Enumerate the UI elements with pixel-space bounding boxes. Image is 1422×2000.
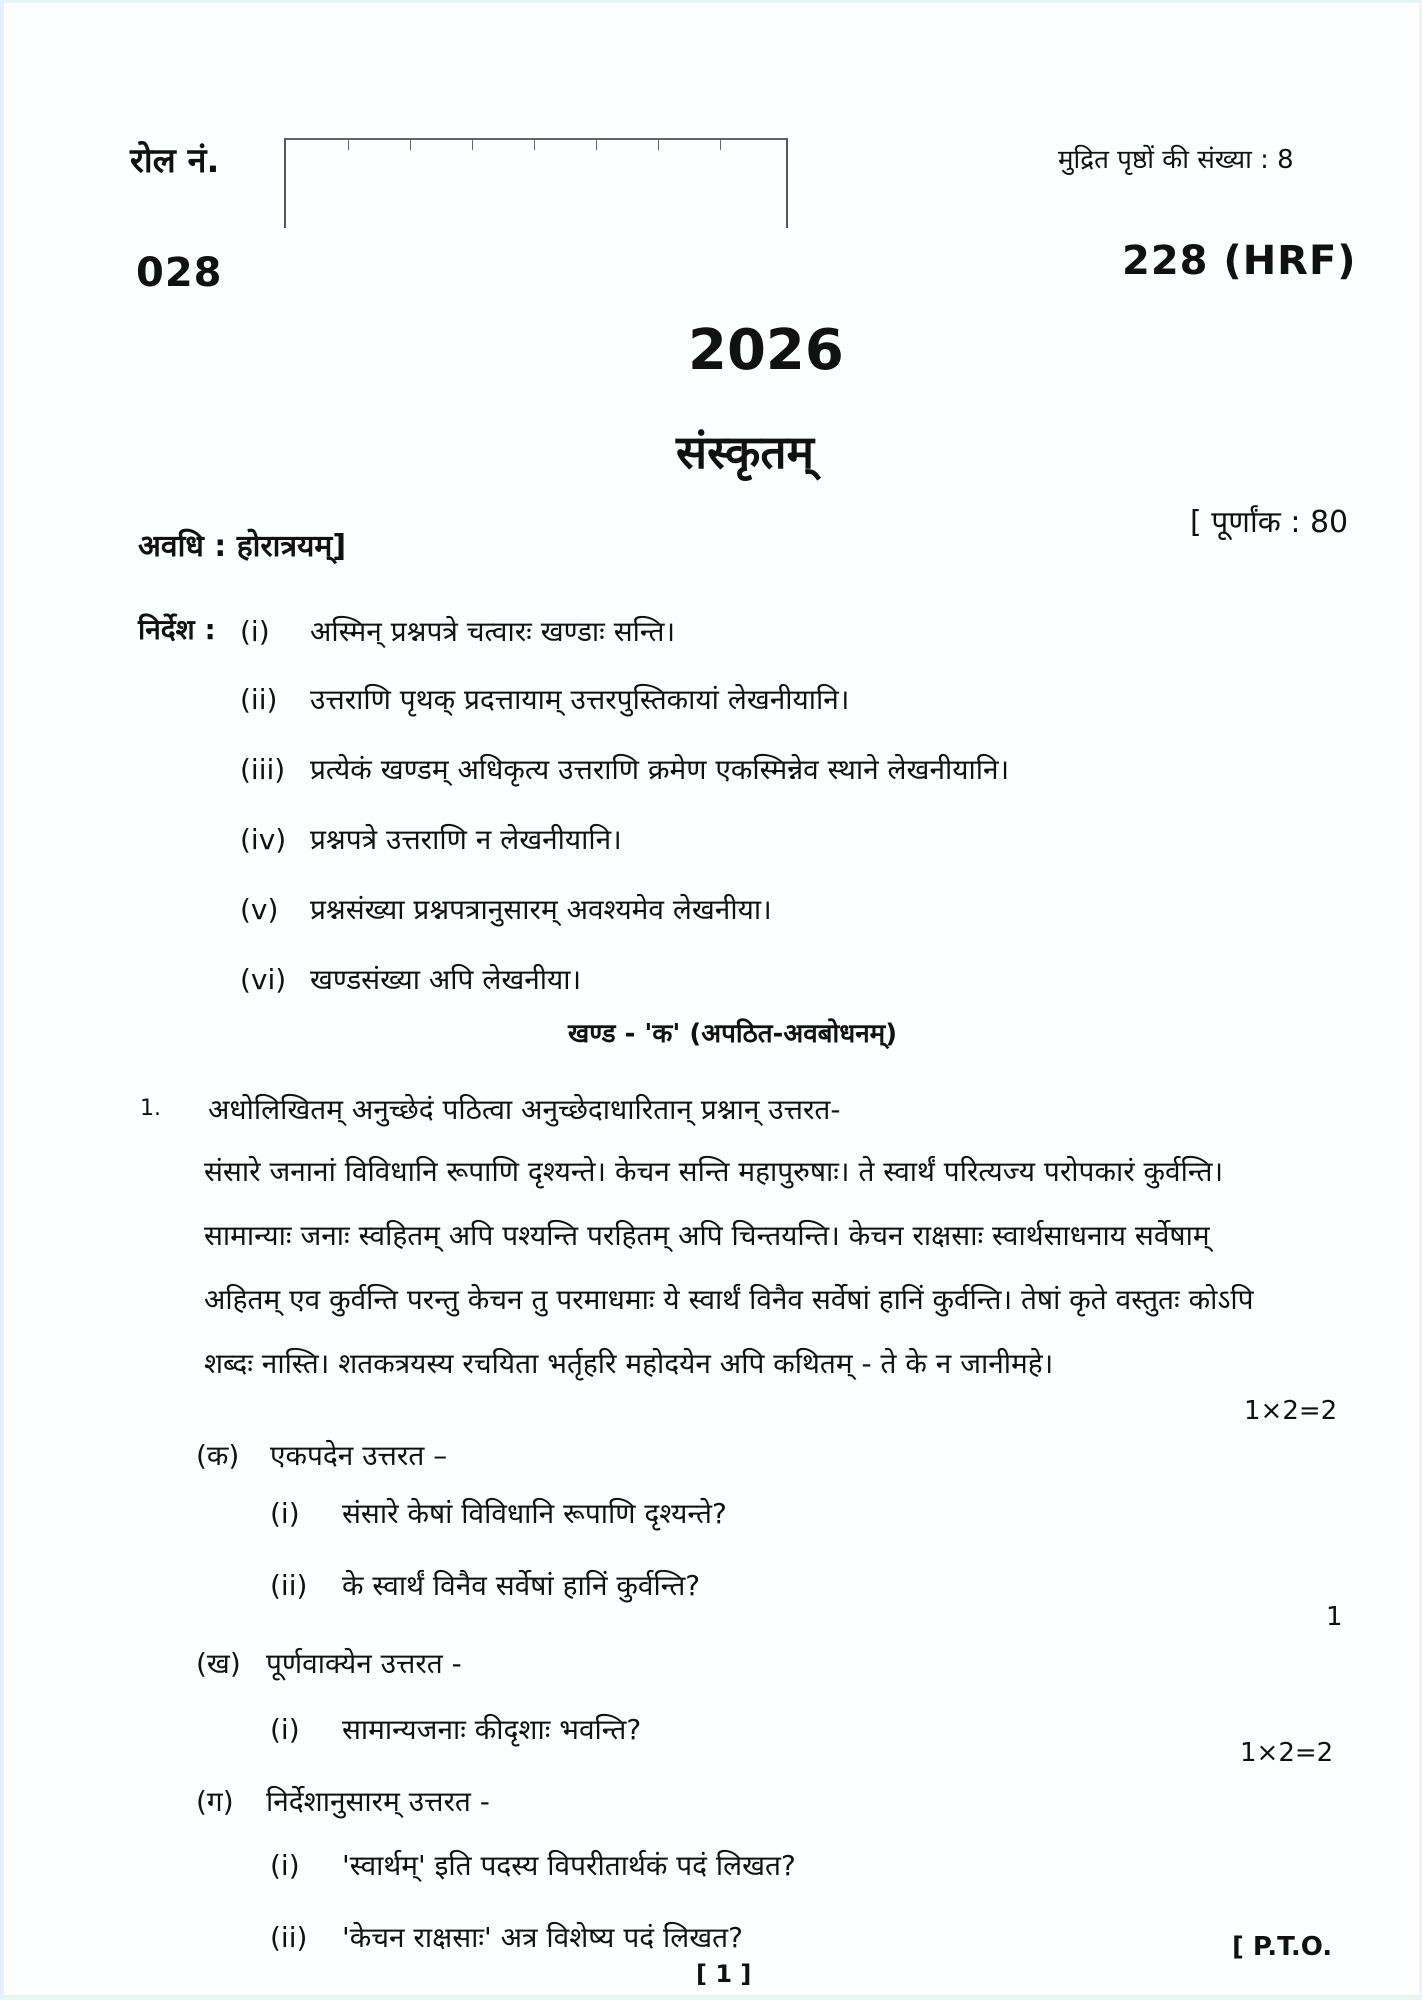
pto-label: [ P.T.O. <box>1232 1932 1333 1962</box>
subject-code: 028 <box>136 250 223 296</box>
passage-line: शब्दः नास्ति। शतकत्रयस्य रचयिता भर्तृहरि महोदयेन अपि कथितम् - ते के न जानीमहे। <box>204 1347 1054 1380</box>
question-number: 1. <box>140 1096 161 1121</box>
instructions-label: निर्देश : <box>138 613 216 646</box>
subquestion-heading: (ख) पूर्णवाक्येन उत्तरत - <box>196 1647 462 1680</box>
subquestion-item: (i) संसारे केषां विविधानि रूपाणि दृश्यन्ते? <box>270 1497 727 1530</box>
section-heading: खण्ड - 'क' (अपठित-अवबोधनम्) <box>568 1019 898 1049</box>
subquestion-heading: (ग) निर्देशानुसारम् उत्तरत - <box>196 1785 490 1818</box>
marks-label: 1×2=2 <box>1244 1396 1338 1426</box>
subquestion-item: (i) सामान्यजनाः कीदृशाः भवन्ति? <box>270 1713 642 1746</box>
subquestion-item: (i) 'स्वार्थम्' इति पदस्य विपरीतार्थकं पदं लिखत? <box>270 1849 796 1882</box>
instruction-item: (ii) उत्तराणि पृथक् प्रदत्तायाम् उत्तरपुस्तिकायां लेखनीयानि। <box>240 683 850 716</box>
passage-line: संसारे जनानां विविधानि रूपाणि दृश्यन्ते। केचन सन्ति महापुरुषाः। ते स्वार्थं परित्यज्य परोपकारं कुर्वन्ति। <box>204 1155 1224 1188</box>
duration: अवधि : होरात्रयम्] <box>138 529 347 564</box>
roll-number-label: रोल नं. <box>130 141 220 181</box>
instruction-item: (iv) प्रश्नपत्रे उत्तराणि न लेखनीयानि। <box>240 823 622 856</box>
passage-line: सामान्याः जनाः स्वहितम् अपि पश्यन्ति परहितम् अपि चिन्तयन्ति। केचन राक्षसाः स्वार्थसाधनाय सर्वेषाम् <box>204 1219 1210 1252</box>
roll-number-box[interactable] <box>284 138 788 228</box>
paper-code: 228 (HRF) <box>1122 238 1357 284</box>
instruction-item: (v) प्रश्नसंख्या प्रश्नपत्रानुसारम् अवश्यमेव लेखनीया। <box>240 893 772 926</box>
instruction-item: (i) अस्मिन् प्रश्नपत्रे चत्वारः खण्डाः सन्ति। <box>240 615 676 648</box>
question-prompt: अधोलिखितम् अनुच्छेदं पठित्वा अनुच्छेदाधारितान् प्रश्नान् उत्तरत- <box>208 1093 841 1126</box>
page-number: [ 1 ] <box>696 1960 752 1988</box>
marks-label: 1 <box>1326 1602 1343 1632</box>
subquestion-heading: (क) एकपदेन उत्तरत – <box>196 1439 448 1472</box>
marks-label: 1×2=2 <box>1240 1738 1334 1768</box>
instruction-item: (vi) खण्डसंख्या अपि लेखनीया। <box>240 963 582 996</box>
printed-pages-count: मुद्रित पृष्ठों की संख्या : 8 <box>1058 145 1294 175</box>
passage-line: अहितम् एव कुर्वन्ति परन्तु केचन तु परमाधमाः ये स्वार्थं विनैव सर्वेषां हानिं कुर्वन्ति। तेषां कृते वस्तुतः कोऽपि <box>204 1283 1254 1316</box>
instruction-item: (iii) प्रत्येकं खण्डम् अधिकृत्य उत्तराणि क्रमेण एकस्मिन्नेव स्थाने लेखनीयानि। <box>240 753 1010 786</box>
exam-year: 2026 <box>688 318 844 383</box>
max-marks: [ पूर्णांक : 80 <box>1190 505 1349 540</box>
subject-title: संस्कृतम् <box>676 425 815 479</box>
subquestion-item: (ii) के स्वार्थं विनैव सर्वेषां हानिं कुर्वन्ति? <box>270 1569 701 1602</box>
subquestion-item: (ii) 'केचन राक्षसाः' अत्र विशेष्य पदं लिखत? <box>270 1921 743 1954</box>
